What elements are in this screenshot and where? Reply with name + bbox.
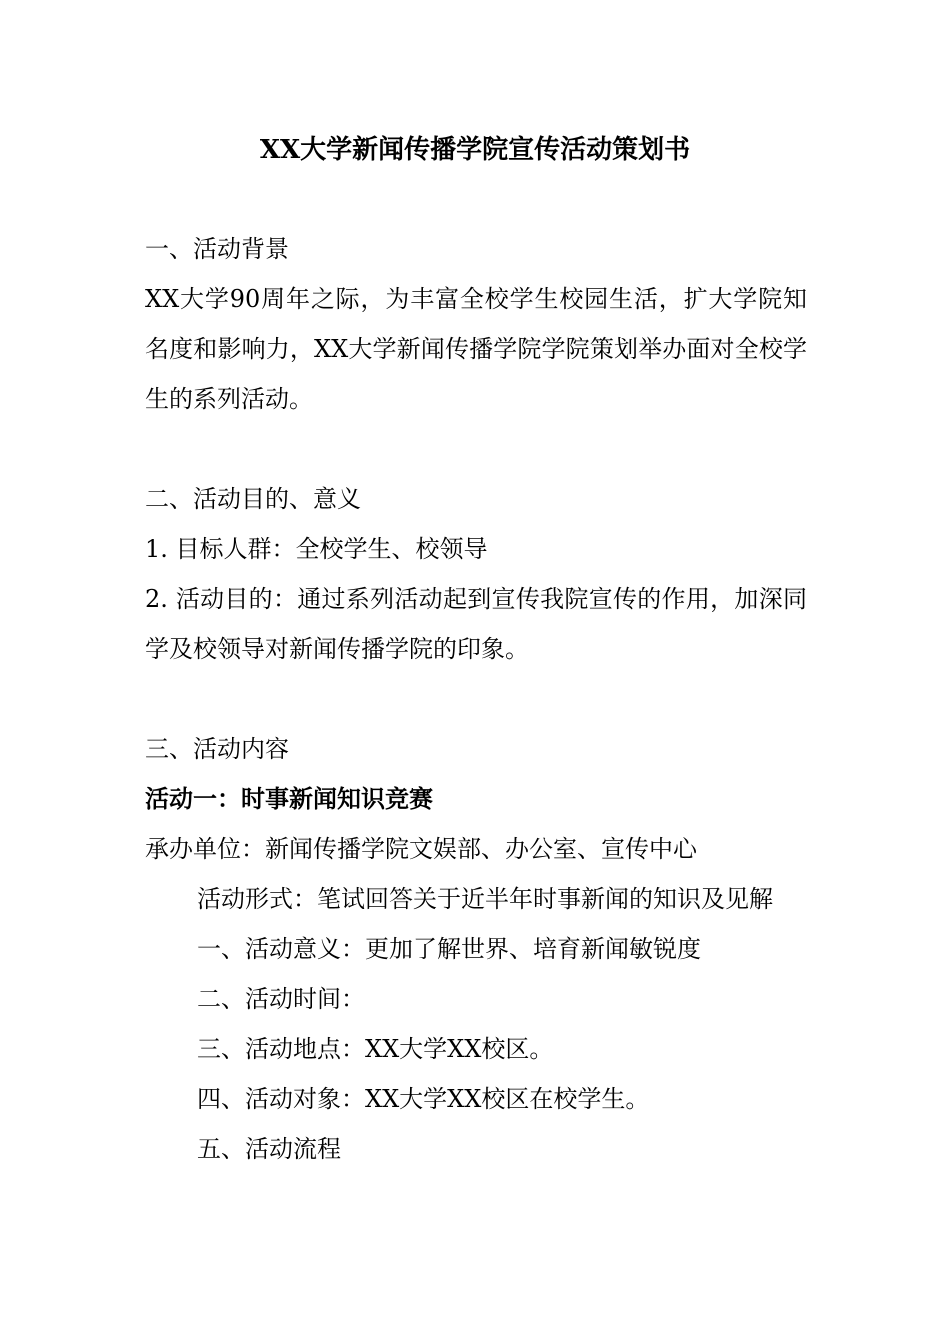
activity-time: 二、活动时间： [197,985,365,1013]
activity-form: 活动形式：笔试回答关于近半年时事新闻的知识及见解 [197,885,773,913]
section-heading-purpose: 二、活动目的、意义 [145,485,361,513]
activity-place: 三、活动地点：XX大学XX校区。 [197,1035,554,1063]
purpose-item-target-group: 1. 目标人群：全校学生、校领导 [145,535,488,563]
activity-one-title: 活动一：时事新闻知识竞赛 [145,784,433,813]
activity-process: 五、活动流程 [197,1135,341,1163]
activity-meaning: 一、活动意义：更加了解世界、培育新闻敏锐度 [197,935,701,963]
section-heading-content: 三、活动内容 [145,735,289,763]
background-paragraph: XX大学90周年之际，为丰富全校学生校园生活，扩大学院知名度和影响力，XX大学新闻传播学院学院策划举办面对全校学生的系列活动。 [145,285,807,413]
activity-organizer: 承办单位：新闻传播学院文娱部、办公室、宣传中心 [145,835,697,863]
activity-target: 四、活动对象：XX大学XX校区在校学生。 [197,1085,650,1113]
document-title: XX大学新闻传播学院宣传活动策划书 [259,135,691,165]
document-body [145,224,807,1174]
blank-line [145,674,807,724]
section-heading-background: 一、活动背景 [145,235,289,263]
blank-line [145,424,807,474]
purpose-item-goal: 2. 活动目的：通过系列活动起到宣传我院宣传的作用，加深同学及校领导对新闻传播学院的印象。 [145,585,807,663]
